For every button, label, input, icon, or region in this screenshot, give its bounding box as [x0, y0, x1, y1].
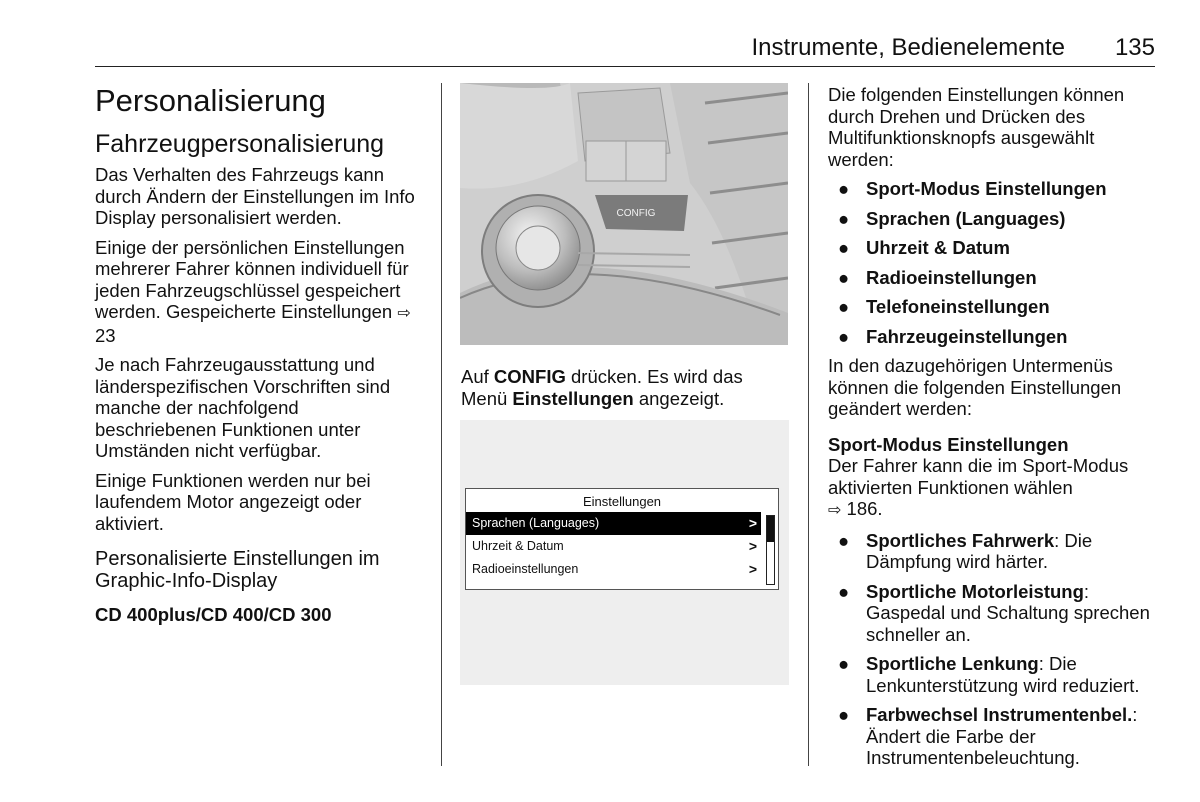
list-item: ● Sportliches Fahrwerk: Die Dämpfung wird härter.	[838, 529, 1093, 572]
list-item: ● Telefoneinstellungen	[838, 296, 1050, 317]
column-divider-left	[441, 83, 442, 766]
list-item: ● Farbwechsel Instrumentenbel.: Ändert die Farbe der Instrumentenbeleuchtung.	[838, 704, 1138, 768]
sport-features-list	[828, 530, 1158, 769]
config-button-ref: CONFIG	[493, 366, 566, 387]
settings-list	[828, 178, 1158, 347]
list-item: ● Radioeinstellungen	[838, 266, 1037, 288]
page-header	[95, 32, 1155, 67]
menu-item-time-date[interactable]: Uhrzeit & Datum >	[466, 535, 761, 558]
cross-reference-icon: ⇨	[397, 305, 411, 322]
paragraph-keys: Einige der persönlichen Einstellungen mehrerer Fahrer können individuell für jeden Fahrzeugschlüssel gespeichert werden. Gespeicherte Einstellungen ⇨ 23	[95, 236, 411, 346]
list-item: ● Sportliche Motorleistung: Gaspedal und Schaltung sprechen schneller an.	[838, 580, 1150, 645]
bullet-icon: ●	[838, 237, 850, 258]
bullet-icon: ●	[838, 529, 850, 551]
bullet-icon: ●	[838, 178, 850, 199]
control-panel-photo	[460, 83, 788, 345]
cross-reference-icon: ⇨	[828, 502, 842, 519]
section-title: Instrumente, Bedienelemente	[751, 34, 1065, 61]
settings-menu-screen	[465, 488, 779, 590]
menu-title: Einstellungen	[582, 494, 662, 509]
subsection-heading: Personalisierte Einstellungen im Graphic-Info-Display	[95, 548, 380, 592]
right-column	[828, 84, 1158, 777]
menu-scrollbar[interactable]	[766, 515, 775, 585]
paragraph-availability: Je nach Fahrzeugausstattung und länderspezifischen Vorschriften sind manche der nachfolgend beschriebenen Funktionen unter Umständen nicht verfügbar.	[95, 354, 391, 461]
bullet-icon: ●	[838, 325, 850, 347]
list-item: ● Sprachen (Languages)	[838, 207, 1066, 229]
menu-name-ref: Einstellungen	[512, 387, 634, 409]
paragraph-intro: Das Verhalten des Fahrzeugs kann durch Ändern der Einstellungen im Info Display personalisiert werden.	[95, 164, 415, 228]
sport-mode-text: Der Fahrer kann die im Sport-Modus aktivierten Funktionen wählen ⇨ 186.	[828, 455, 1129, 519]
list-item: ● Fahrzeugeinstellungen	[838, 325, 1068, 347]
bullet-icon: ●	[838, 207, 850, 229]
scrollbar-thumb[interactable]	[767, 516, 774, 542]
bullet-icon: ●	[838, 296, 850, 317]
list-item: ● Sport-Modus Einstellungen	[838, 178, 1107, 199]
settings-intro: Die folgenden Einstellungen können durch Drehen und Drücken des Multifunktionsknopfs ausgewählt werden:	[828, 84, 1125, 170]
bullet-icon: ●	[838, 653, 850, 674]
left-column	[95, 84, 425, 634]
chevron-right-icon: >	[748, 561, 757, 577]
submenus-text: In den dazugehörigen Untermenüs können die folgenden Einstellungen geändert werden:	[828, 355, 1122, 419]
paragraph-engine: Einige Funktionen werden nur bei laufendem Motor angezeigt oder aktiviert.	[95, 469, 371, 534]
page-heading: Personalisierung	[95, 83, 326, 118]
menu-item-languages[interactable]: Sprachen (Languages) >	[466, 512, 761, 535]
menu-item-radio[interactable]: Radioeinstellungen >	[466, 558, 761, 581]
config-button-label: CONFIG	[616, 208, 656, 219]
column-divider-right	[808, 83, 809, 766]
chevron-right-icon: >	[748, 515, 757, 531]
section-heading: Fahrzeugpersonalisierung	[95, 130, 385, 158]
cross-reference-page[interactable]: 23	[95, 324, 116, 346]
bullet-icon: ●	[838, 580, 850, 602]
bullet-icon: ●	[838, 704, 850, 725]
list-item: ● Sportliche Lenkung: Die Lenkunterstützung wird reduziert.	[838, 653, 1140, 696]
page-number: 135	[1114, 34, 1155, 61]
bullet-icon: ●	[838, 266, 850, 288]
cross-reference-page[interactable]: 186.	[846, 498, 883, 519]
chevron-right-icon: >	[748, 538, 757, 554]
model-list: CD 400plus/CD 400/CD 300	[95, 604, 332, 625]
list-item: ● Uhrzeit & Datum	[838, 237, 1010, 258]
photo-caption: Auf CONFIG drücken. Es wird das Menü Einstellungen angezeigt.	[461, 366, 743, 409]
display-illustration	[460, 420, 789, 685]
sport-mode-heading: Sport-Modus Einstellungen	[828, 433, 1069, 455]
